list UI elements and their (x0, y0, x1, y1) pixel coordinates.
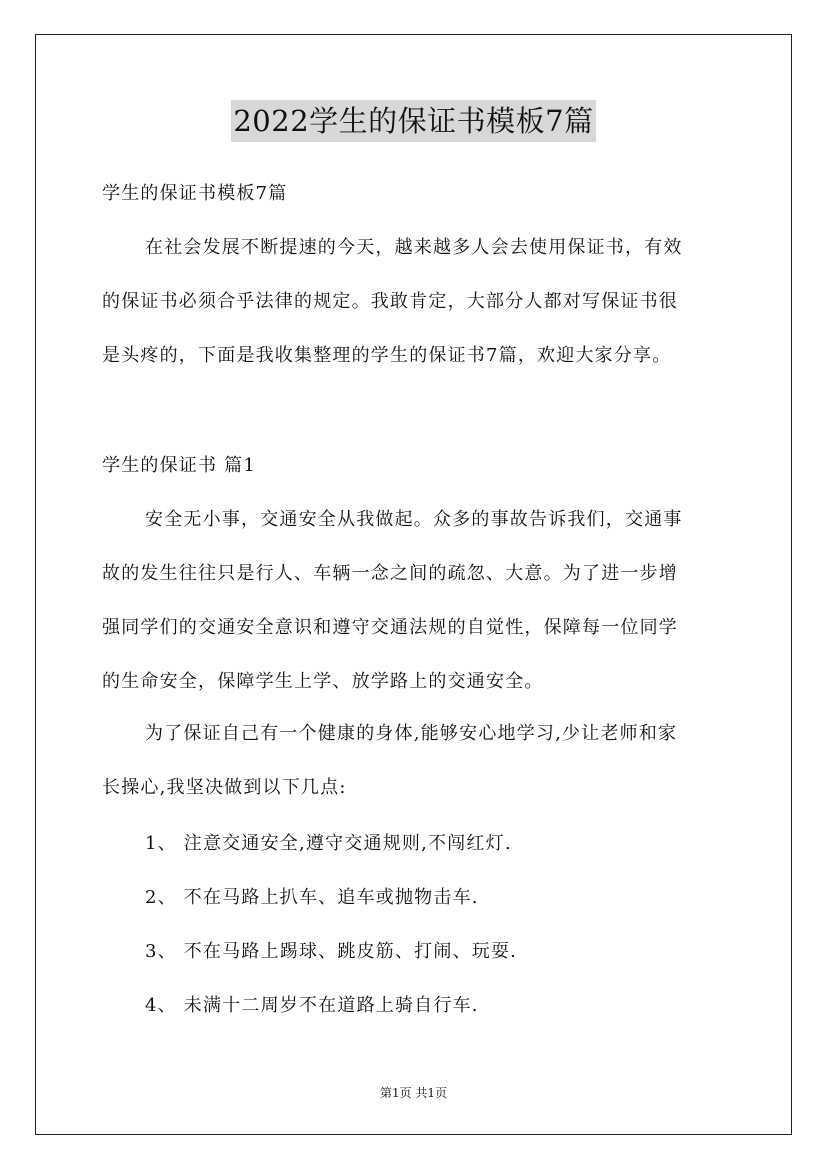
list-item: 3、 不在马路上踢球、跳皮筋、打闹、玩耍. (145, 941, 518, 962)
list-item: 2、 不在马路上扒车、追车或抛物击车. (145, 887, 479, 908)
intro-line: 在社会发展不断提速的今天，越来越多人会去使用保证书，有效 (145, 237, 683, 258)
title-container (0, 100, 827, 142)
paragraph-line: 故的发生往往只是行人、车辆一念之间的疏忽、大意。为了进一步增 (102, 563, 678, 584)
paragraph-line: 安全无小事，交通安全从我做起。众多的事故告诉我们，交通事 (145, 509, 683, 530)
paragraph-line: 强同学们的交通安全意识和遵守交通法规的自觉性，保障每一位同学 (102, 617, 678, 638)
document-subtitle: 学生的保证书模板7篇 (102, 183, 288, 204)
list-item: 4、 未满十二周岁不在道路上骑自行车. (145, 995, 479, 1016)
section-heading: 学生的保证书 篇1 (102, 455, 256, 476)
document-title: 2022学生的保证书模板7篇 (231, 100, 595, 142)
intro-line: 的保证书必须合乎法律的规定。我敢肯定，大部分人都对写保证书很 (102, 291, 678, 312)
page-footer: 第1页 共1页 (379, 1086, 448, 1100)
paragraph-line: 为了保证自己有一个健康的身体,能够安心地学习,少让老师和家 (145, 723, 678, 744)
paragraph-line: 长操心,我坚决做到以下几点: (102, 777, 347, 798)
intro-line: 是头疼的，下面是我收集整理的学生的保证书7篇，欢迎大家分享。 (102, 345, 672, 366)
paragraph-line: 的生命安全，保障学生上学、放学路上的交通安全。 (102, 671, 544, 692)
list-item: 1、 注意交通安全,遵守交通规则,不闯红灯. (145, 833, 512, 854)
